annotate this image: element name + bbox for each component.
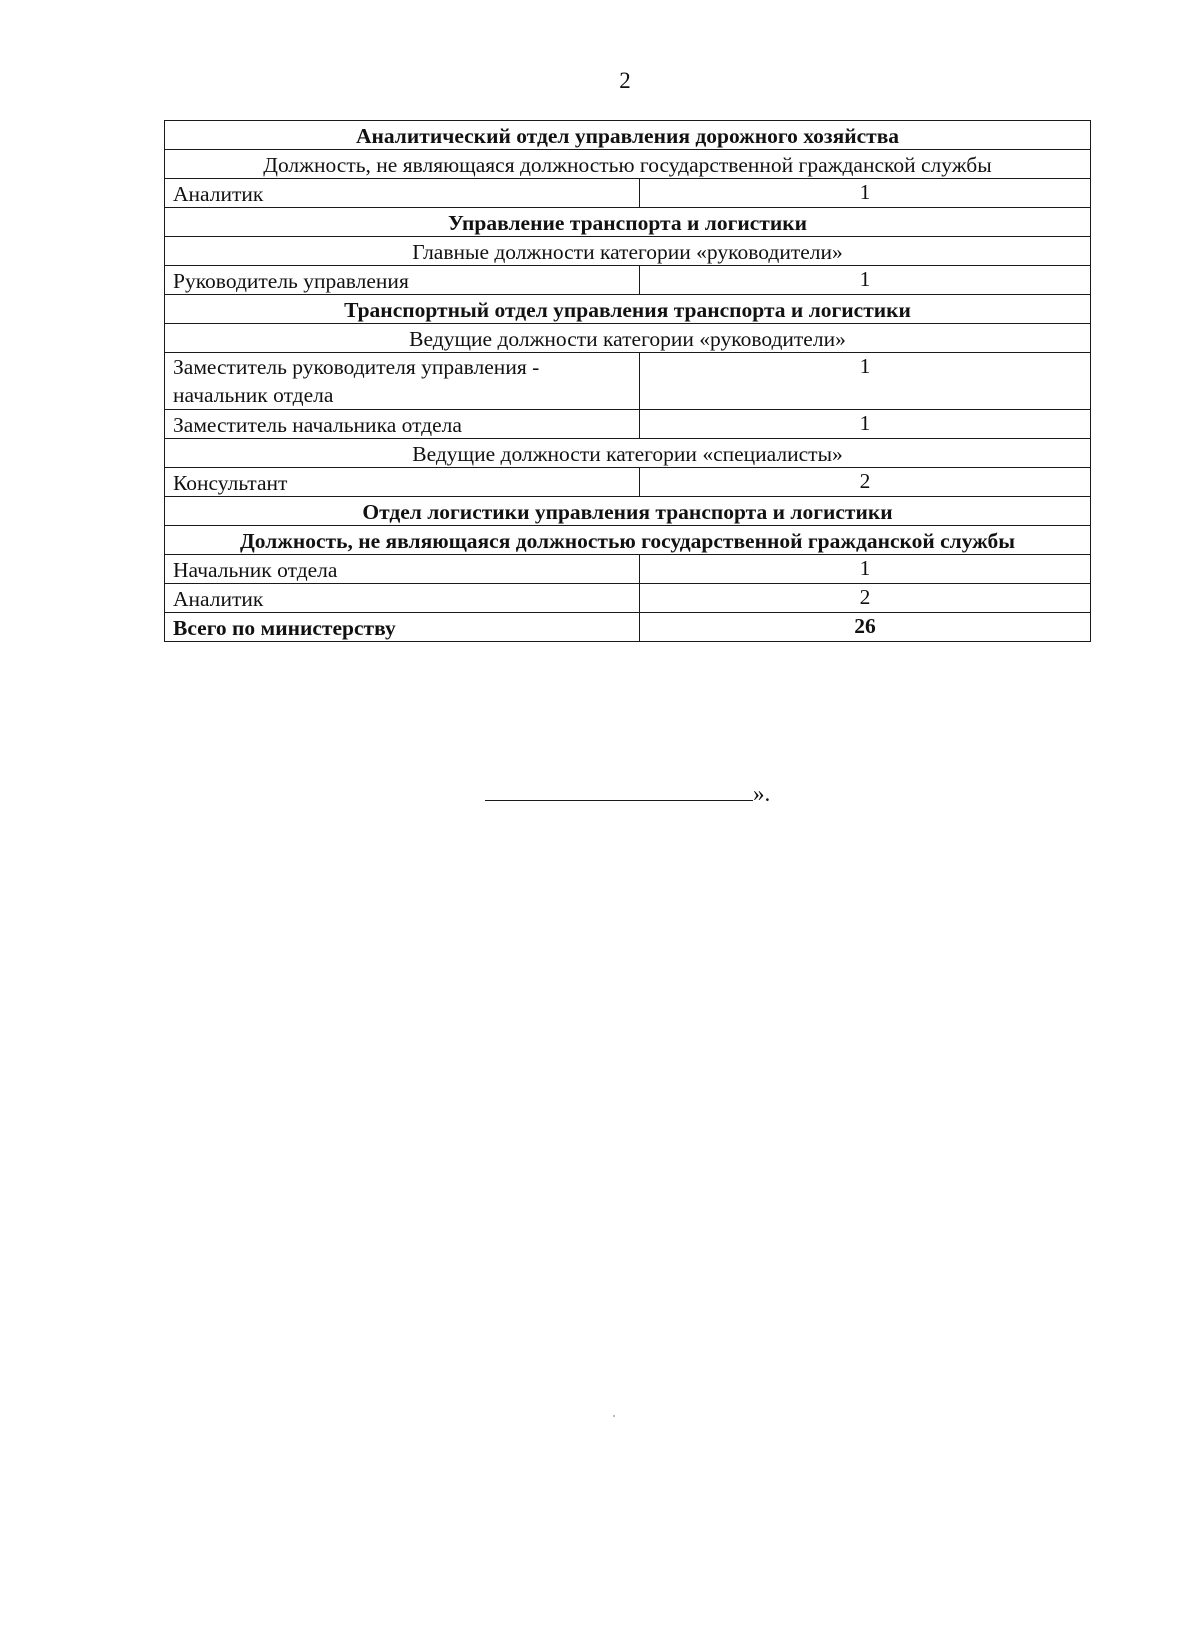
- position-title: Заместитель начальника отдела: [165, 410, 640, 439]
- position-count: 1: [640, 410, 1091, 439]
- section-row: [165, 208, 1091, 237]
- table-row: [165, 353, 1091, 410]
- position-count: 1: [640, 353, 1091, 410]
- category-title: Должность, не являющаяся должностью государственной гражданской службы: [165, 150, 1091, 179]
- category-row: [165, 324, 1091, 353]
- table-row: [165, 179, 1091, 208]
- scan-speck: [613, 1415, 615, 1417]
- position-count: 2: [640, 468, 1091, 497]
- position-count: 1: [640, 555, 1091, 584]
- position-title: Аналитик: [165, 584, 640, 613]
- category-row: [165, 150, 1091, 179]
- category-title: Ведущие должности категории «руководители»: [165, 324, 1091, 353]
- table-row: [165, 468, 1091, 497]
- position-count: 1: [640, 179, 1091, 208]
- table-row: [165, 584, 1091, 613]
- total-count: 26: [640, 613, 1091, 642]
- section-title: Транспортный отдел управления транспорта и логистики: [165, 295, 1091, 324]
- staffing-table: [164, 120, 1091, 642]
- position-count: 1: [640, 266, 1091, 295]
- section-row: [165, 295, 1091, 324]
- position-title: Заместитель руководителя управления - начальник отдела: [165, 353, 640, 410]
- section-title: Аналитический отдел управления дорожного хозяйства: [165, 121, 1091, 150]
- table-row: [165, 266, 1091, 295]
- section-title: Отдел логистики управления транспорта и логистики: [165, 497, 1091, 526]
- total-label: Всего по министерству: [165, 613, 640, 642]
- section-title: Управление транспорта и логистики: [165, 208, 1091, 237]
- category-row: [165, 237, 1091, 266]
- total-row: [165, 613, 1091, 642]
- table-row: [165, 410, 1091, 439]
- position-title: Руководитель управления: [165, 266, 640, 295]
- category-row: [165, 526, 1091, 555]
- position-count: 2: [640, 584, 1091, 613]
- closing-line: [485, 778, 770, 808]
- page-number: 2: [619, 68, 631, 93]
- section-row: [165, 121, 1091, 150]
- closing-quote: ».: [753, 781, 771, 806]
- section-row: [165, 497, 1091, 526]
- position-title: Начальник отдела: [165, 555, 640, 584]
- category-title: Главные должности категории «руководители»: [165, 237, 1091, 266]
- category-row: [165, 439, 1091, 468]
- position-title: Аналитик: [165, 179, 640, 208]
- signature-blank: [485, 778, 753, 801]
- position-title: Консультант: [165, 468, 640, 497]
- table-row: [165, 555, 1091, 584]
- category-title: Должность, не являющаяся должностью государственной гражданской службы: [165, 526, 1091, 555]
- category-title: Ведущие должности категории «специалисты»: [165, 439, 1091, 468]
